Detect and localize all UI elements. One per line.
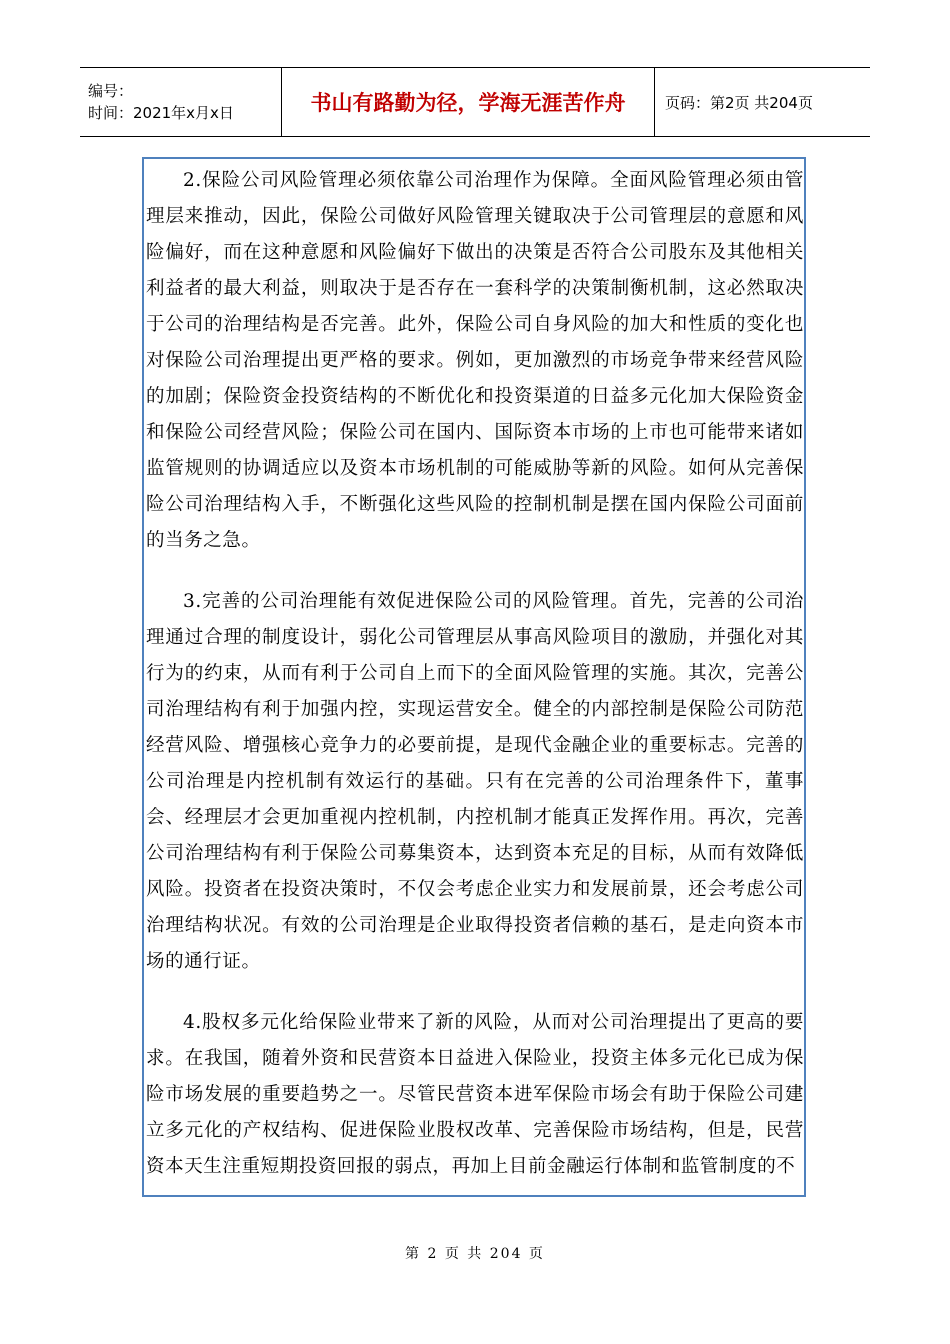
document-number-label: 编号：	[88, 82, 134, 100]
header-page-info: 页码：第2页 共204页	[665, 93, 813, 112]
page-footer: 第 2 页 共 204 页	[405, 1246, 545, 1262]
paragraph-3: 3.完善的公司治理能有效促进保险公司的风险管理。首先，完善的公司治理通过合理的制度设计，弱化公司管理层从事高风险项目的激励，并强化对其行为的约束，从而有利于公司自上而下的全面风险管理的实施。其次，完善公司治理结构有利于加强内控，实现运营安全。健全的内部控制是保险公司防范经营风险、增强核心竞争力的必要前提，是现代金融企业的重要标志。完善的公司治理是内控机制有效运行的基础。只有在完善的公司治理条件下，董事会、经理层才会更加重视内控机制，内控机制才能真正发挥作用。再次，完善公司治理结构有利于保险公司募集资本，达到资本充足的目标，从而有效降低风险。投资者在投资决策时，不仅会考虑企业实力和发展前景，还会考虑公司治理结构状况。有效的公司治理是企业取得投资者信赖的基石，是走向资本市场的通行证。	[146, 591, 804, 972]
paragraph-2: 2.保险公司风险管理必须依靠公司治理作为保障。全面风险管理必须由管理层来推动，因此，保险公司做好风险管理关键取决于公司管理层的意愿和风险偏好，而在这种意愿和风险偏好下做出的决策是否符合公司股东及其他相关利益者的最大利益，则取决于是否存在一套科学的决策制衡机制，这必然取决于公司的治理结构是否完善。此外，保险公司自身风险的加大和性质的变化也对保险公司治理提出更严格的要求。例如，更加激烈的市场竞争带来经营风险的加剧；保险资金投资结构的不断优化和投资渠道的日益多元化加大保险资金和保险公司经营风险；保险公司在国内、国际资本市场的上市也可能带来诸如监管规则的协调适应以及资本市场机制的可能威胁等新的风险。如何从完善保险公司治理结构入手，不断强化这些风险的控制机制是摆在国内保险公司面前的当务之急。	[146, 170, 804, 551]
paragraph-4: 4.股权多元化给保险业带来了新的风险，从而对公司治理提出了更高的要求。在我国，随着外资和民营资本日益进入保险业，投资主体多元化已成为保险市场发展的重要趋势之一。尽管民营资本进军保险市场会有助于保险公司建立多元化的产权结构、促进保险业股权改革、完善保险市场结构，但是，民营资本天生注重短期投资回报的弱点，再加上目前金融运行体制和监管制度的不	[146, 1012, 804, 1177]
content-frame	[142, 157, 806, 1197]
document-date-label: 时间：2021年x月x日	[88, 104, 234, 122]
header-meta	[80, 68, 282, 136]
page-header	[80, 67, 870, 137]
header-motto: 书山有路勤为径，学海无涯苦作舟	[282, 68, 655, 136]
